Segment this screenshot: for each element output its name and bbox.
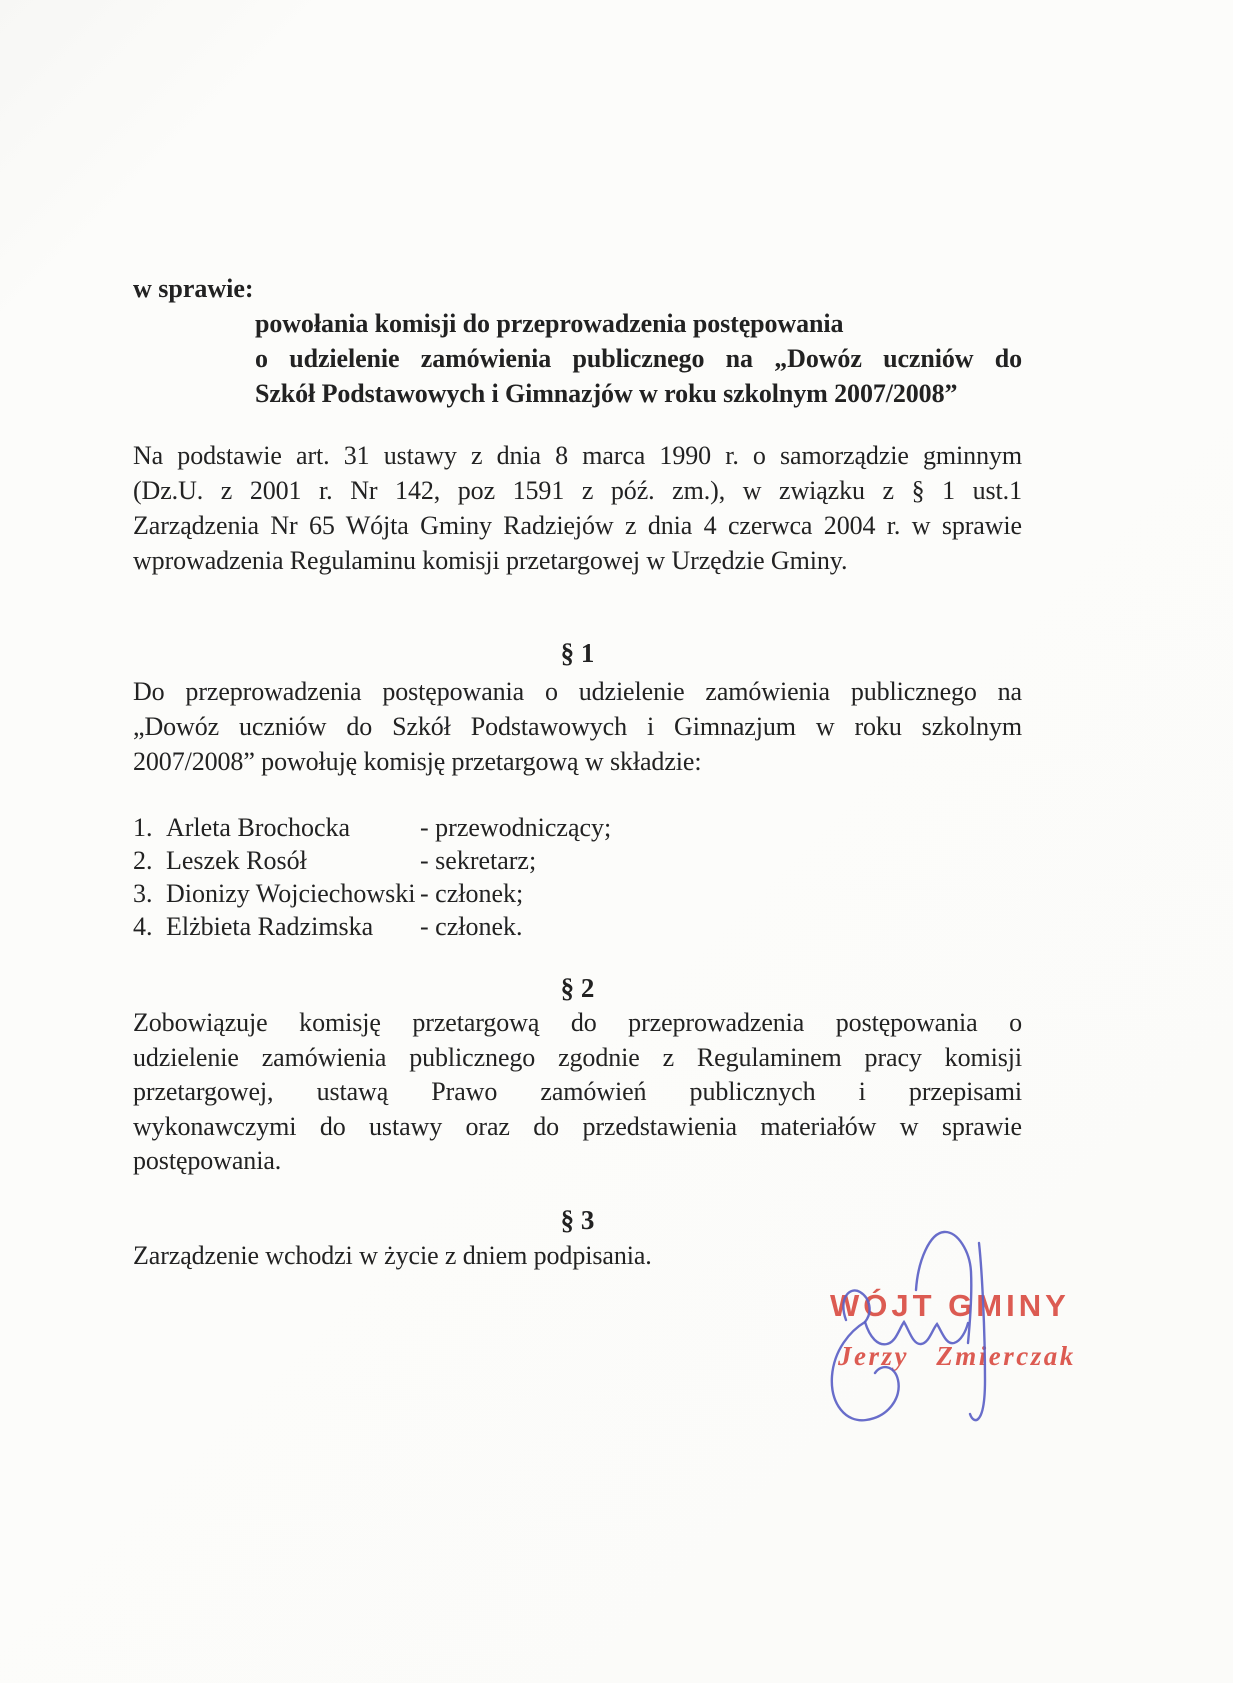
section-2-line: udzielenie zamówienia publicznego zgodnie z Regulaminem pracy komisji [133, 1042, 1022, 1072]
stamp-official-name: Jerzy Zmierczak [838, 1341, 1076, 1371]
stamp-office-title: WÓJT GMINY [830, 1288, 1070, 1323]
member-role: - sekretarz; [420, 846, 537, 875]
section-1-line: 2007/2008” powołuję komisję przetargową w składzie: [133, 747, 702, 776]
subject-line: Szkół Podstawowych i Gimnazjów w roku szkolnym 2007/2008” [255, 379, 958, 408]
section-2-line: przetargowej, ustawą Prawo zamówień publicznych i przepisami [133, 1077, 1022, 1106]
legal-basis-line: wprowadzenia Regulaminu komisji przetargowej w Urzędzie Gminy. [133, 546, 848, 575]
member-role: - przewodniczący; [420, 813, 612, 842]
signature-tall-stroke [970, 1243, 985, 1420]
legal-basis-line: (Dz.U. z 2001 r. Nr 142, poz 1591 z póź. zm.), w związku z § 1 ust.1 [133, 476, 1022, 505]
member-number: 4. [133, 912, 153, 941]
section-1-paragraph [133, 674, 1022, 779]
member-number: 3. [133, 879, 153, 908]
section-3-mark: § 3 [560, 1205, 595, 1235]
committee-row [133, 877, 1022, 910]
legal-basis-line: Zarządzenia Nr 65 Wójta Gminy Radziejów z dnia 4 czerwca 2004 r. w sprawie [133, 511, 1022, 540]
committee-row [133, 811, 1022, 844]
member-name: Elżbieta Radzimska [166, 912, 374, 941]
subject-line: powołania komisji do przeprowadzenia postępowania [255, 309, 844, 338]
member-name: Leszek Rosół [166, 846, 307, 875]
legal-basis-line: Na podstawie art. 31 ustawy z dnia 8 marca 1990 r. o samorządzie gminnym [133, 441, 1022, 470]
signature-top-loop [916, 1232, 971, 1343]
member-number: 2. [133, 846, 153, 875]
effective-date-line: Zarządzenie wchodzi w życie z dniem podpisania. [133, 1241, 652, 1270]
signature-left-loop [832, 1290, 899, 1420]
member-number: 1. [133, 813, 153, 842]
subject-text [255, 306, 1022, 411]
section-2-mark: § 2 [560, 973, 595, 1003]
member-name: Dionizy Wojciechowski [166, 879, 416, 908]
committee-list [133, 811, 1022, 943]
section-1-line: Do przeprowadzenia postępowania o udzielenie zamówienia publicznego na [133, 677, 1022, 706]
committee-row [133, 844, 1022, 877]
member-name: Arleta Brochocka [166, 813, 351, 842]
signature-zigzag [865, 1322, 968, 1344]
section-1-mark: § 1 [560, 638, 595, 668]
member-role: - członek; [420, 879, 524, 908]
legal-basis-paragraph [133, 438, 1022, 578]
subject-label: w sprawie: [133, 274, 254, 303]
section-1-line: „Dowóz uczniów do Szkół Podstawowych i Gimnazjum w roku szkolnym [133, 712, 1022, 741]
section-2-line: wykonawczymi do ustawy oraz do przedstawienia materiałów w sprawie [133, 1111, 1022, 1141]
committee-row [133, 910, 1022, 943]
section-2-line: postępowania. [133, 1146, 282, 1175]
section-2-line: Zobowiązuje komisję przetargową do przeprowadzenia postępowania o [133, 1008, 1022, 1037]
member-role: - członek. [420, 912, 523, 941]
signature-ink-scribble [780, 1130, 1040, 1470]
subject-line: o udzielenie zamówienia publicznego na „Dowóz uczniów do [255, 344, 1022, 373]
